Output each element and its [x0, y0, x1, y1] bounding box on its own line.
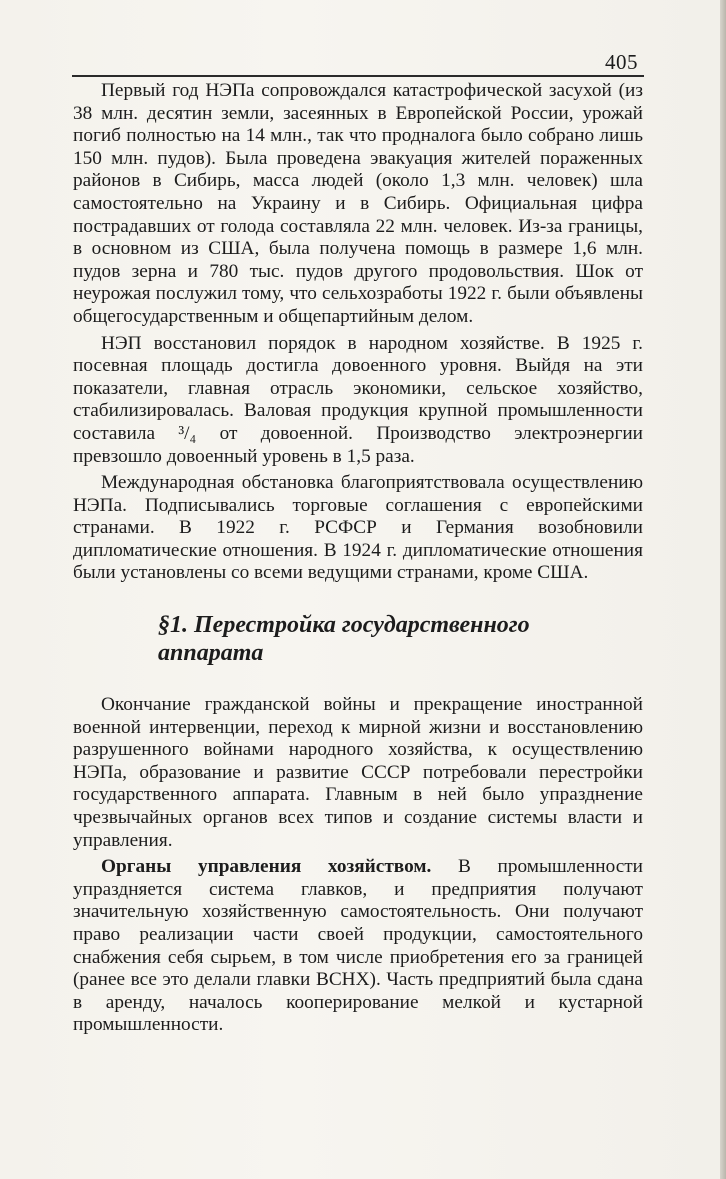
page-body: [73, 80, 643, 1041]
paragraph-international: Международная обстановка благоприятствовала осуществлению НЭПа. Подписывались торговые соглашения с европейскими странами. В 1922 г. РСФСР и Германия возобновили дипломатические отношения. В 1924 г. дипломатические отношения были установлены со всеми ведущими странами, кроме США.: [73, 472, 643, 584]
paragraph-economic-organs: [73, 856, 643, 1037]
page-number: 405: [605, 50, 638, 74]
section-heading-line2: аппарата: [158, 640, 264, 667]
header-rule: [72, 75, 644, 77]
paragraph-economic-organs-text: В промышленности упраздняется система главков, и предприятия получают значительную хозяйственную самостоятельность. Они получают право реализации части своей продукции, самостоятельного снабжения себя сырьем, в том числе приобретения его за границей (ранее все это делали главки ВСНХ). Часть предприятий была сдана в аренду, началось кооперирование мелкой и кустарной промышленности.: [73, 856, 644, 1036]
section-heading: [158, 611, 643, 667]
paragraph-restructuring: Окончание гражданской войны и прекращение иностранной военной интервенции, переход к мирной жизни и восстановлению разрушенного войнами народного хозяйства, к осуществлению НЭПа, образование и развитие СССР потребовали перестройки государственного аппарата. Главным в ней было упразднение чрезвычайных органов всех типов и создание системы власти и управления.: [73, 694, 643, 851]
paragraph-recovery: НЭП восстановил порядок в народном хозяйстве. В 1925 г. посевная площадь достигла довоенного уровня. Выйдя на эти показатели, главная отрасль экономики, сельское хозяйство, стабилизировалась. Валовая продукция крупной промышленности составила ³/₄ от довоенной. Производство электроэнергии превзошло довоенный уровень в 1,5 раза.: [73, 332, 643, 467]
paragraph-famine: Первый год НЭПа сопровождался катастрофической засухой (из 38 млн. десятин земли, засеянных в Европейской России, урожай погиб полностью на 14 млн., так что продналога было собрано лишь 150 млн. пудов). Была проведена эвакуация жителей пораженных районов в Сибирь, масса людей (около 1,3 млн. человек) шла самостоятельно на Украину и в Сибирь. Официальная цифра пострадавших от голода составляла 22 млн. человек. Из-за границы, в основном из США, была получена помощь в размере 1,6 млн. пудов зерна и 780 тыс. пудов другого продовольствия. Шок от неурожая послужил тому, что сельхозработы 1922 г. были объявлены общегосударственным и общепартийным делом.: [73, 80, 643, 327]
section-heading-line1: §1. Перестройка государственного: [158, 612, 530, 639]
page-edge-shadow: [720, 0, 726, 1179]
run-in-heading: Органы управления хозяйством.: [101, 856, 432, 878]
